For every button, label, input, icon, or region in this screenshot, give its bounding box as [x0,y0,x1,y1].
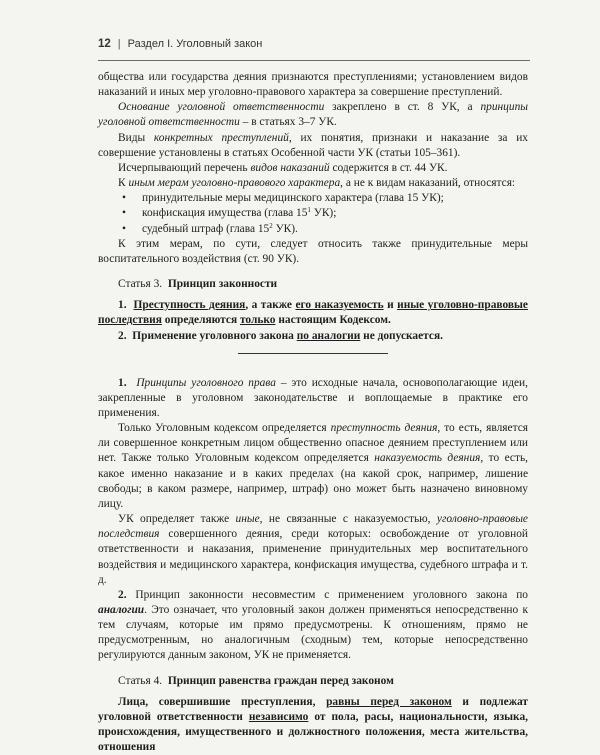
article-3-title: Статья 3. Принцип законности [118,278,278,291]
law-text-2: 2. Применение уголовного закона по аналогии не допускается. [118,329,443,342]
paragraph: общества или государства деяния признаются преступлениями; установлением видов наказаний и иных мер уголовно-правового характера за совершение преступлений. [98,71,528,99]
section-title: Раздел I. Уголовный закон [127,38,263,50]
article-4-title: Статья 4. Принцип равенства граждан перед законом [118,674,394,687]
running-header [98,38,530,61]
list-item: • принудительные меры медицинского характера (глава 15 УК); [122,191,528,206]
bullet-list [98,191,528,236]
list-item: • судебный штраф (глава $15^2$ УК). [122,222,528,237]
header-separator: | [117,38,121,50]
commentary-paragraph: 1. Принципы уголовного права – это исходные начала, основополагающие идеи, закрепленные в уголовном законодательстве и воплощаемые в практике его применения. [98,376,528,419]
paragraph: Исчерпывающий перечень видов наказаний содержится в ст. 44 УК. [118,161,448,174]
commentary-paragraph: 2. Принцип законности несовместим с применением уголовного закона по аналогии. Это означает, что уголовный закон должен применяться непосредственно к тем случаям, которые им прямо предусмотрены. К отношениям, прямо не предусмотренным, но аналогичным (сходным) тем, которые непосредственно регулируются данным законом, УК не применяется. [98,588,528,662]
paragraph: К этим мерам, по сути, следует относить также принудительные меры воспитательного воздействия (ст. 90 УК). [98,237,528,265]
list-item: • конфискация имущества (глава $15^1$ УК); [122,206,528,221]
section-divider [238,353,388,354]
page-number: 12 [98,38,111,50]
commentary-paragraph: Только Уголовным кодексом определяется преступность деяния, то есть, является ли совершенное конкретным лицом общественно опасное деянием преступлением или нет. Также только Уголовным кодексом определяется наказуемость деяния, то есть, какое именно наказание и в каких пределах (на какой срок, например, лишение свободы; в каком размере, например, штраф) оно может быть назначено виновному лицу. [98,422,529,510]
paragraph: К иным мерам уголовно-правового характера, а не к видам наказаний, относятся: [118,177,516,190]
paragraph: Виды конкретных преступлений, их понятия, признаки и наказание за их совершение установлены в статьях Особенной части УК (статьи 105–361). [98,131,528,159]
paragraph: Основание уголовной ответственности закреплено в ст. 8 УК, а принципы уголовной ответственности – в статьях 3–7 УК. [98,101,528,129]
page-body [98,70,528,755]
law-text-1: 1. Преступность деяния, а также его наказуемость и иные уголовно-правовые последствия определяются только настоящим Кодексом. [98,299,528,327]
commentary-paragraph: УК определяет также иные, не связанные с наказуемостью, уголовно-правовые последствия совершенного деяния, среди которых: освобождение от уголовной ответственности и наказания, применение принудительных мер воспитательного воздействия и медицинского характера, конфискация имущества, судебного штрафа и т. д. [98,513,528,586]
law-text-3: Лица, совершившие преступления, равны перед законом и подлежат уголовной ответственности независимо от пола, расы, национальности, языка, происхождения, имущественного и должностного положения, места жительства, отношения [98,695,528,754]
